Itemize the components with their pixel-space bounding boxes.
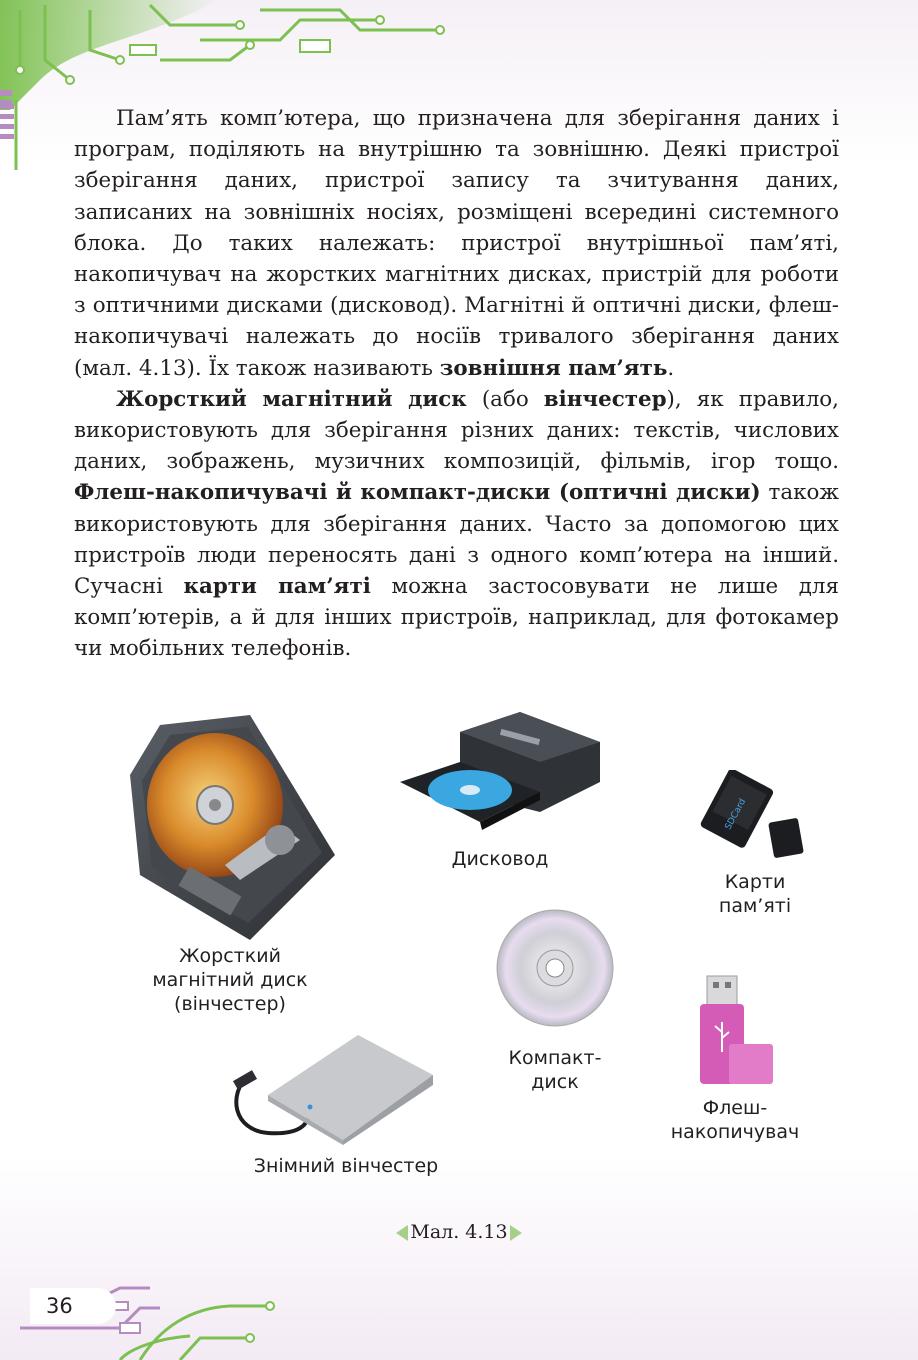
memory-cards-image	[696, 770, 811, 862]
caption-line: Флеш-	[702, 1097, 768, 1119]
text-run: також використовують для зберігання даних. Часто за допомогою цих пристроїв люди переносять дані з одного комп’ютера на інший. Сучасні	[74, 480, 839, 600]
caption-line: Компакт-	[508, 1047, 602, 1069]
flash-drive-image	[695, 972, 775, 1087]
memory-cards-caption	[680, 870, 830, 918]
caption-line: Знімний вінчестер	[253, 1155, 439, 1177]
compact-disc-image	[495, 908, 615, 1028]
text-run: можна застосовувати не лише для комп’ютерів, а й для інших пристроїв, наприклад, для фотокамер чи мобільних телефонів.	[74, 574, 840, 662]
caption-line: пам’яті	[718, 895, 792, 917]
figure-caption-text: Мал. 4.13	[410, 1221, 508, 1243]
figure-caption	[0, 1221, 918, 1243]
text-run: ), як правило, використовують для зберігання різних даних: текстів, числових даних, зображень, музичних композицій, фільмів, ігор тощо.	[74, 386, 839, 475]
text-run: (або	[466, 386, 544, 412]
caption-line: диск	[531, 1071, 579, 1093]
paragraph-1	[74, 103, 839, 384]
bold-term: вінчестер	[543, 386, 667, 412]
hard-disk-caption	[130, 944, 330, 1016]
caption-line: магнітний диск	[152, 969, 308, 991]
caption-line: Карти	[724, 871, 786, 893]
text-run: Пам’ять комп’ютера, що призначена для зберігання даних і програм, поділяють на внутрішню та зовнішню. Деякі пристрої зберігання даних, пристрої запису та зчитування даних, записаних на зовнішніх носіях, розміщені всередині системного блока. До таких належать: пристрої внутрішньої пам’яті, накопичувач на жорстких магнітних дисках, пристрій для роботи з оптичними дисками (дисковод). Магнітні й оптичні диски, флеш-накопичувачі належать до носіїв тривалого зберігання даних (мал. 4.13). Їх також називають	[74, 106, 839, 381]
circuit-decoration-left	[0, 100, 20, 170]
optical-drive-caption	[420, 847, 580, 871]
caption-line: (вінчестер)	[174, 993, 286, 1015]
circuit-decoration-top	[0, 0, 480, 110]
triangle-right-icon	[510, 1225, 522, 1241]
hard-disk-image	[130, 715, 340, 940]
compact-disc-caption	[480, 1046, 630, 1094]
flash-drive-caption	[660, 1096, 810, 1144]
triangle-left-icon	[396, 1225, 408, 1241]
external-hdd-caption	[230, 1154, 462, 1178]
bold-term: Флеш-накопичувачі й компакт-диски (оптичні диски)	[74, 480, 761, 506]
external-hdd-image	[228, 1035, 436, 1145]
caption-line: Жорсткий	[179, 945, 281, 967]
optical-drive-image	[400, 712, 602, 844]
bold-term: зовнішня пам’ять	[439, 355, 668, 381]
bold-term: Жорсткий магнітний диск	[116, 386, 467, 412]
text-run: .	[667, 355, 675, 381]
paragraph-2	[74, 384, 839, 665]
body-text	[74, 103, 839, 665]
caption-line: накопичувач	[670, 1121, 800, 1143]
caption-line: Дисковод	[451, 848, 549, 870]
sd-card-label: SDCard	[723, 797, 749, 832]
page-number: 36	[30, 1288, 116, 1324]
bold-term: карти пам’яті	[183, 574, 371, 600]
